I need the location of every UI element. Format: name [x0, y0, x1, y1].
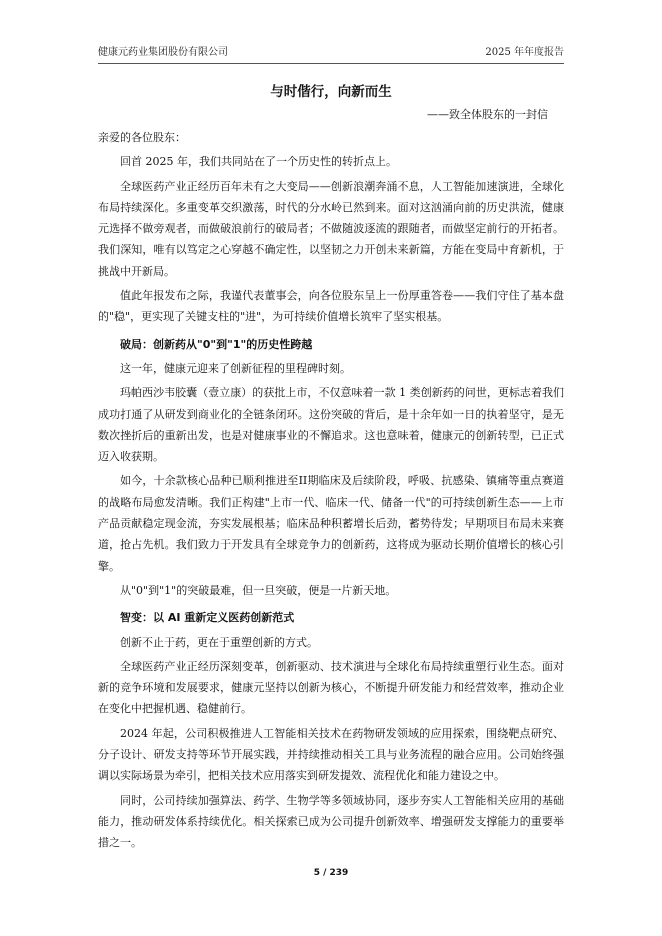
letter-body: [98, 82, 564, 857]
section2-paragraph: 同时，公司持续加强算法、药学、生物学等多领域协同，逐步夯实人工智能相关应用的基础能力，推动研发体系持续优化。相关探索已成为公司提升创新效率、增强研发支撑能力的重要举措之一。: [98, 793, 564, 850]
section-heading-ai: 智变：以 AI 重新定义医药创新范式: [120, 611, 295, 625]
letter-title: 与时偕行，向新而生: [270, 84, 392, 100]
intro-paragraph: 回首 2025 年，我们共同站在了一个历史性的转折点上。: [120, 155, 397, 169]
section1-paragraph: 这一年，健康元迎来了创新征程的里程碑时刻。: [120, 361, 351, 375]
section2-paragraph: 创新不止于药，更在于重塑创新的方式。: [120, 635, 318, 649]
section1-paragraph: 从"0"到"1"的突破最难，但一旦突破，便是一片新天地。: [120, 583, 397, 597]
header-divider: [98, 63, 564, 64]
salutation: 亲爱的各位股东：: [98, 131, 186, 144]
page-header: [98, 46, 564, 62]
section2-paragraph: 全球医药产业正经历深刻变革，创新驱动、技术演进与全球化布局持续重塑行业生态。面对新的竞争环境和发展要求，健康元坚持以创新为核心，不断提升研发能力和经营效率，推动企业在变化中把握机遇、稳健前行。: [98, 659, 564, 716]
section1-paragraph: 玛帕西沙韦胶囊（壹立康）的获批上市，不仅意味着一款 1 类创新药的问世，更标志着我们成功打通了从研发到商业化的全链条闭环。这份突破的背后，是十余年如一日的执着坚守，是无数次挫折后的重新出发，也是对健康事业的不懈追求。这也意味着，健康元的创新转型，已正式迈入收获期。: [98, 386, 564, 464]
section-heading-breakthrough: 破局：创新药从"0"到"1"的历史性跨越: [120, 337, 313, 351]
section1-paragraph: 如今，十余款核心品种已顺利推进至II期临床及后续阶段，呼吸、抗感染、镇痛等重点赛道的战略布局愈发清晰。我们正构建"上市一代、临床一代、储备一代"的可持续创新生态——上市产品贡献稳定现金流，夯实发展根基；临床品种积蓄增长后劲，蓄势待发；早期项目布局未来赛道，抢占先机。我们致力于开发具有全球竞争力的创新药，这将成为驱动长期价值增长的核心引擎。: [98, 474, 564, 573]
letter-subtitle: ——致全体股东的一封信: [427, 108, 548, 121]
section2-paragraph: 2024 年起，公司积极推进人工智能相关技术在药物研发领域的应用探索，围绕靶点研究、分子设计、研发支持等环节开展实践，并持续推动相关工具与业务流程的融合应用。公司始终强调以实际场景为牵引，把相关技术应用落实到研发提效、流程优化和能力建设之中。: [98, 726, 564, 783]
company-name: 健康元药业集团股份有限公司: [98, 47, 228, 58]
intro-paragraph: 全球医药产业正经历百年未有之大变局——创新浪潮奔涌不息，人工智能加速演进，全球化布局持续深化。多重变革交织激荡，时代的分水岭已然到来。面对这汹涌向前的历史洪流，健康元选择不做旁观者，而做破浪前行的破局者；不做随波逐流的跟随者，而做坚定前行的开拓者。我们深知，唯有以笃定之心穿越不确定性，以坚韧之力开创未来新篇，方能在变局中育新机，于挑战中开新局。: [98, 179, 564, 278]
report-name: 2025 年年度报告: [485, 47, 564, 58]
intro-paragraph: 值此年报发布之际，我谨代表董事会，向各位股东呈上一份厚重答卷——我们守住了基本盘的"稳"，更实现了关键支柱的"进"，为可持续价值增长筑牢了坚实根基。: [98, 289, 564, 324]
page-number: 5 / 239: [313, 868, 349, 878]
